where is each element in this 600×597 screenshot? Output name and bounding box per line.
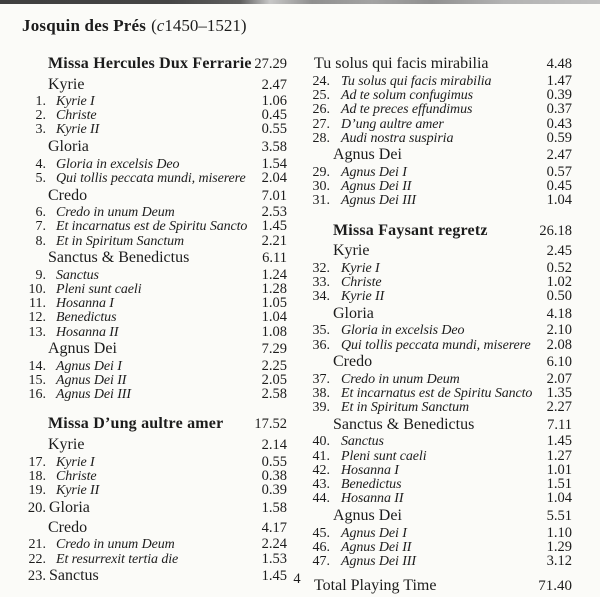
track-title: Et in Spiritum Sanctum <box>341 400 470 416</box>
track-number: 26. <box>312 102 330 118</box>
track-title: Agnus Dei III <box>341 553 416 569</box>
duration: 1.06 <box>261 93 287 110</box>
duration: 1.29 <box>546 538 572 555</box>
numbered-section-row <box>22 497 287 517</box>
track-number: 37. <box>312 371 330 387</box>
duration: 2.53 <box>261 204 287 221</box>
duration: 0.39 <box>546 87 572 104</box>
heading-title: Kyrie <box>333 242 370 260</box>
duration: 0.57 <box>546 164 572 181</box>
track-row <box>22 108 287 122</box>
heading-title: Tu solus qui facis mirabilia <box>314 55 489 72</box>
duration: 1.35 <box>546 385 572 401</box>
track-title: Credo in unum Deum <box>56 205 175 221</box>
section-heading-row <box>22 339 287 359</box>
track-number: 45. <box>312 525 330 541</box>
track-title: Benedictus <box>56 310 117 326</box>
track-title: Hosanna II <box>341 491 404 507</box>
track-row <box>22 282 287 296</box>
track-row <box>303 193 572 207</box>
track-row <box>303 88 572 102</box>
track-number: 20. <box>27 499 46 516</box>
duration: 1.05 <box>261 295 287 312</box>
track-row <box>22 171 287 185</box>
page-number: 4 <box>293 571 301 587</box>
heading-title: Gloria <box>333 304 374 322</box>
track-title: Agnus Dei III <box>341 193 416 209</box>
track-number: 2. <box>35 108 46 124</box>
duration: 3.58 <box>261 139 287 156</box>
heading-title: Missa Hercules Dux Ferrarie <box>48 55 252 72</box>
section-heading-row <box>22 137 287 157</box>
track-title: Tu solus qui facis mirabilia <box>341 74 492 89</box>
track-number: 22. <box>28 551 46 567</box>
track-row <box>22 310 287 324</box>
right-column <box>303 52 572 596</box>
track-number: 15. <box>28 373 46 389</box>
track-list <box>22 52 572 596</box>
track-title: Sanctus <box>56 267 99 283</box>
track-number: 5. <box>35 170 46 186</box>
track-title: Kyrie I <box>56 94 95 110</box>
track-number: 1. <box>35 94 46 110</box>
duration: 0.55 <box>261 121 287 138</box>
track-row <box>303 131 572 145</box>
duration: 2.05 <box>261 372 287 389</box>
track-row <box>303 102 572 116</box>
heading-title: Kyrie <box>48 75 85 93</box>
heading-title: Missa D’ung aultre amer <box>48 415 224 433</box>
track-row <box>22 157 287 171</box>
track-title: Hosanna I <box>56 296 114 312</box>
track-title: Sanctus <box>341 434 384 450</box>
track-number: 29. <box>312 165 330 181</box>
duration: 1.02 <box>546 273 572 290</box>
track-row <box>22 359 287 373</box>
track-row <box>303 117 572 131</box>
track-title: Christe <box>341 274 382 290</box>
track-number: 18. <box>28 468 46 484</box>
left-column <box>22 52 287 596</box>
track-number: 10. <box>28 282 46 298</box>
track-row <box>303 323 572 337</box>
track-title: Agnus Dei II <box>56 373 127 389</box>
track-title: D’ung aultre amer <box>341 116 444 132</box>
track-title: Et resurrexit tertia die <box>56 551 179 567</box>
track-row <box>303 165 572 179</box>
track-row <box>22 268 287 282</box>
composer-name: Josquin des Prés <box>22 16 147 35</box>
track-row <box>22 537 287 551</box>
duration: 1.27 <box>546 447 572 464</box>
duration: 1.45 <box>546 433 572 450</box>
section-heading-row <box>22 74 287 94</box>
track-row <box>303 491 572 505</box>
duration: 2.10 <box>546 322 572 339</box>
duration: 1.04 <box>261 309 287 326</box>
duration: 4.18 <box>546 305 572 322</box>
track-number: 41. <box>312 448 330 464</box>
track-row <box>303 289 572 303</box>
section-heading-row <box>303 414 572 434</box>
track-row <box>303 372 572 386</box>
track-number: 6. <box>35 205 46 221</box>
track-number: 39. <box>312 400 330 416</box>
track-number: 36. <box>312 337 330 353</box>
duration: 0.45 <box>546 178 572 195</box>
dates-years: 1450–1521) <box>164 16 247 35</box>
duration: 2.47 <box>546 147 572 164</box>
track-number: 13. <box>28 324 46 340</box>
section-heading-row <box>22 248 287 268</box>
circa-abbreviation: c <box>156 16 165 35</box>
duration: 2.07 <box>546 370 572 387</box>
duration: 0.39 <box>261 481 287 498</box>
duration: 27.29 <box>254 56 287 72</box>
heading-title: Agnus Dei <box>333 146 402 164</box>
duration: 0.59 <box>546 129 572 146</box>
track-number: 30. <box>312 179 330 195</box>
track-number: 32. <box>312 260 330 276</box>
track-row <box>22 94 287 108</box>
duration: 2.27 <box>546 399 572 416</box>
duration: 4.48 <box>546 56 572 72</box>
duration: 0.55 <box>261 453 287 470</box>
duration: 2.47 <box>261 76 287 93</box>
track-number: 24. <box>312 74 330 89</box>
track-number: 46. <box>312 539 330 555</box>
track-row <box>22 219 287 233</box>
duration: 6.10 <box>546 354 572 371</box>
track-number: 31. <box>312 193 330 209</box>
track-number: 38. <box>312 386 330 401</box>
duration: 1.45 <box>261 218 287 235</box>
track-number: 27. <box>312 116 330 132</box>
track-number: 19. <box>28 482 46 498</box>
heading-title: Agnus Dei <box>48 340 117 358</box>
track-row <box>303 554 572 568</box>
duration: 1.10 <box>546 524 572 541</box>
track-row <box>22 552 287 566</box>
track-title: Kyrie I <box>341 260 380 276</box>
heading-title: Sanctus & Benedictus <box>333 415 475 433</box>
track-title: Gloria in excelsis Deo <box>341 323 465 339</box>
track-number: 8. <box>35 233 46 249</box>
duration: 1.04 <box>546 192 572 209</box>
duration: 7.29 <box>261 341 287 358</box>
track-row <box>22 483 287 497</box>
page-header <box>22 16 247 36</box>
duration: 2.25 <box>261 357 287 374</box>
track-title: Et in Spiritum Sanctum <box>56 233 185 249</box>
section-heading-row <box>303 145 572 165</box>
track-number: 23. <box>27 568 46 585</box>
duration: 0.37 <box>546 101 572 118</box>
composer-dates <box>151 16 246 35</box>
track-number: 11. <box>29 296 46 312</box>
track-number: 25. <box>312 88 330 104</box>
track-title: Kyrie II <box>56 482 100 498</box>
duration: 1.28 <box>261 281 287 298</box>
duration: 2.21 <box>261 232 287 249</box>
duration: 4.17 <box>261 519 287 536</box>
heading-title: Kyrie <box>48 435 85 453</box>
duration: 1.45 <box>261 568 287 585</box>
track-title: Kyrie II <box>56 122 100 138</box>
duration: 1.47 <box>546 73 572 89</box>
track-title: Audi nostra suspiria <box>341 130 454 146</box>
track-row <box>303 434 572 448</box>
track-row <box>22 387 287 401</box>
work-title-row <box>303 52 572 74</box>
heading-title: Missa Faysant regretz <box>333 221 488 239</box>
track-number: 33. <box>312 274 330 290</box>
track-title: Agnus Dei I <box>341 525 407 541</box>
section-heading-row <box>22 517 287 537</box>
track-title: Et incarnatus est de Spiritu Sancto <box>56 219 248 235</box>
heading-title: Total Playing Time <box>314 577 437 595</box>
duration: 26.18 <box>539 222 572 239</box>
section-heading-row <box>303 303 572 323</box>
heading-title: Gloria <box>49 498 90 516</box>
track-title: Benedictus <box>341 477 402 493</box>
track-number: 21. <box>28 537 46 553</box>
track-number: 35. <box>312 323 330 339</box>
duration: 5.51 <box>546 507 572 524</box>
scan-edge-artifact <box>0 0 600 4</box>
track-title: Credo in unum Deum <box>56 537 175 553</box>
track-row <box>303 477 572 491</box>
track-row <box>22 469 287 483</box>
mass-title-row <box>22 52 287 74</box>
duration: 2.24 <box>261 536 287 553</box>
duration: 3.12 <box>546 552 572 569</box>
track-row <box>303 400 572 414</box>
track-number: 40. <box>312 434 330 450</box>
mass-title-row <box>22 412 287 434</box>
track-row <box>22 122 287 136</box>
track-row <box>303 338 572 352</box>
heading-title: Sanctus <box>49 567 99 585</box>
duration: 0.50 <box>546 288 572 305</box>
track-row <box>303 449 572 463</box>
track-title: Agnus Dei I <box>341 165 407 181</box>
track-number: 9. <box>35 267 46 283</box>
duration: 1.54 <box>261 155 287 172</box>
track-title: Kyrie I <box>56 454 95 470</box>
track-number: 44. <box>312 491 330 507</box>
track-row <box>22 234 287 248</box>
track-row <box>303 463 572 477</box>
mass-title-row <box>303 219 572 241</box>
track-row <box>22 205 287 219</box>
track-row <box>303 74 572 88</box>
duration: 71.40 <box>538 578 572 595</box>
track-row <box>303 179 572 193</box>
track-row <box>22 455 287 469</box>
track-row <box>22 296 287 310</box>
duration: 0.38 <box>261 467 287 484</box>
heading-title: Gloria <box>48 138 89 156</box>
track-row <box>303 275 572 289</box>
track-row <box>22 373 287 387</box>
duration: 2.58 <box>261 386 287 403</box>
heading-title: Credo <box>48 186 88 204</box>
track-title: Credo in unum Deum <box>341 371 460 387</box>
track-number: 4. <box>35 156 46 172</box>
dates-open-paren: ( <box>151 16 157 35</box>
track-title: Agnus Dei III <box>56 387 131 403</box>
track-title: Christe <box>56 468 97 484</box>
track-number: 17. <box>28 454 46 470</box>
track-title: Et incarnatus est de Spiritu Sancto <box>341 386 533 401</box>
heading-title: Agnus Dei <box>333 506 402 524</box>
track-row <box>303 386 572 400</box>
track-number: 3. <box>35 122 46 138</box>
track-title: Gloria in excelsis Deo <box>56 156 180 172</box>
heading-title: Sanctus & Benedictus <box>48 249 190 267</box>
track-row <box>303 540 572 554</box>
track-title: Agnus Dei I <box>56 358 122 374</box>
section-heading-row <box>303 352 572 372</box>
track-title: Agnus Dei II <box>341 179 412 195</box>
track-number: 47. <box>312 553 330 569</box>
track-title: Agnus Dei II <box>341 539 412 555</box>
track-number: 42. <box>312 462 330 478</box>
duration: 1.24 <box>261 266 287 283</box>
track-title: Qui tollis peccata mundi, miserere <box>56 170 246 186</box>
duration: 1.08 <box>261 323 287 340</box>
section-heading-row <box>22 434 287 454</box>
duration: 0.43 <box>546 115 572 132</box>
heading-title: Credo <box>333 353 373 371</box>
track-number: 12. <box>28 310 46 326</box>
duration: 17.52 <box>254 416 287 433</box>
heading-title: Credo <box>48 518 88 536</box>
track-row <box>22 325 287 339</box>
track-number: 34. <box>312 289 330 305</box>
duration: 2.14 <box>261 436 287 453</box>
section-heading-row <box>303 505 572 525</box>
track-number: 7. <box>35 219 46 235</box>
track-title: Hosanna II <box>56 324 119 340</box>
duration: 7.11 <box>547 416 572 433</box>
track-title: Kyrie II <box>341 289 385 305</box>
duration: 1.01 <box>546 461 572 478</box>
section-heading-row <box>22 185 287 205</box>
duration: 2.04 <box>261 169 287 186</box>
track-title: Qui tollis peccata mundi, miserere <box>341 337 531 353</box>
track-title: Ad te preces effundimus <box>341 102 473 118</box>
duration: 1.04 <box>546 490 572 507</box>
duration: 0.45 <box>261 107 287 124</box>
duration: 1.53 <box>261 550 287 567</box>
track-number: 28. <box>312 130 330 146</box>
track-number: 14. <box>28 358 46 374</box>
track-row <box>303 261 572 275</box>
track-row <box>303 526 572 540</box>
section-heading-row <box>303 241 572 261</box>
track-title: Christe <box>56 108 97 124</box>
duration: 7.01 <box>261 187 287 204</box>
track-number: 43. <box>312 477 330 493</box>
duration: 1.51 <box>546 476 572 493</box>
track-number: 16. <box>28 387 46 403</box>
duration: 1.58 <box>261 499 287 516</box>
duration: 2.08 <box>546 336 572 353</box>
duration: 0.52 <box>546 259 572 276</box>
track-title: Hosanna I <box>341 462 399 478</box>
track-title: Ad te solum confugimus <box>341 88 473 104</box>
track-title: Pleni sunt caeli <box>341 448 427 464</box>
track-title: Pleni sunt caeli <box>56 282 142 298</box>
duration: 2.45 <box>546 243 572 260</box>
duration: 6.11 <box>262 250 287 267</box>
